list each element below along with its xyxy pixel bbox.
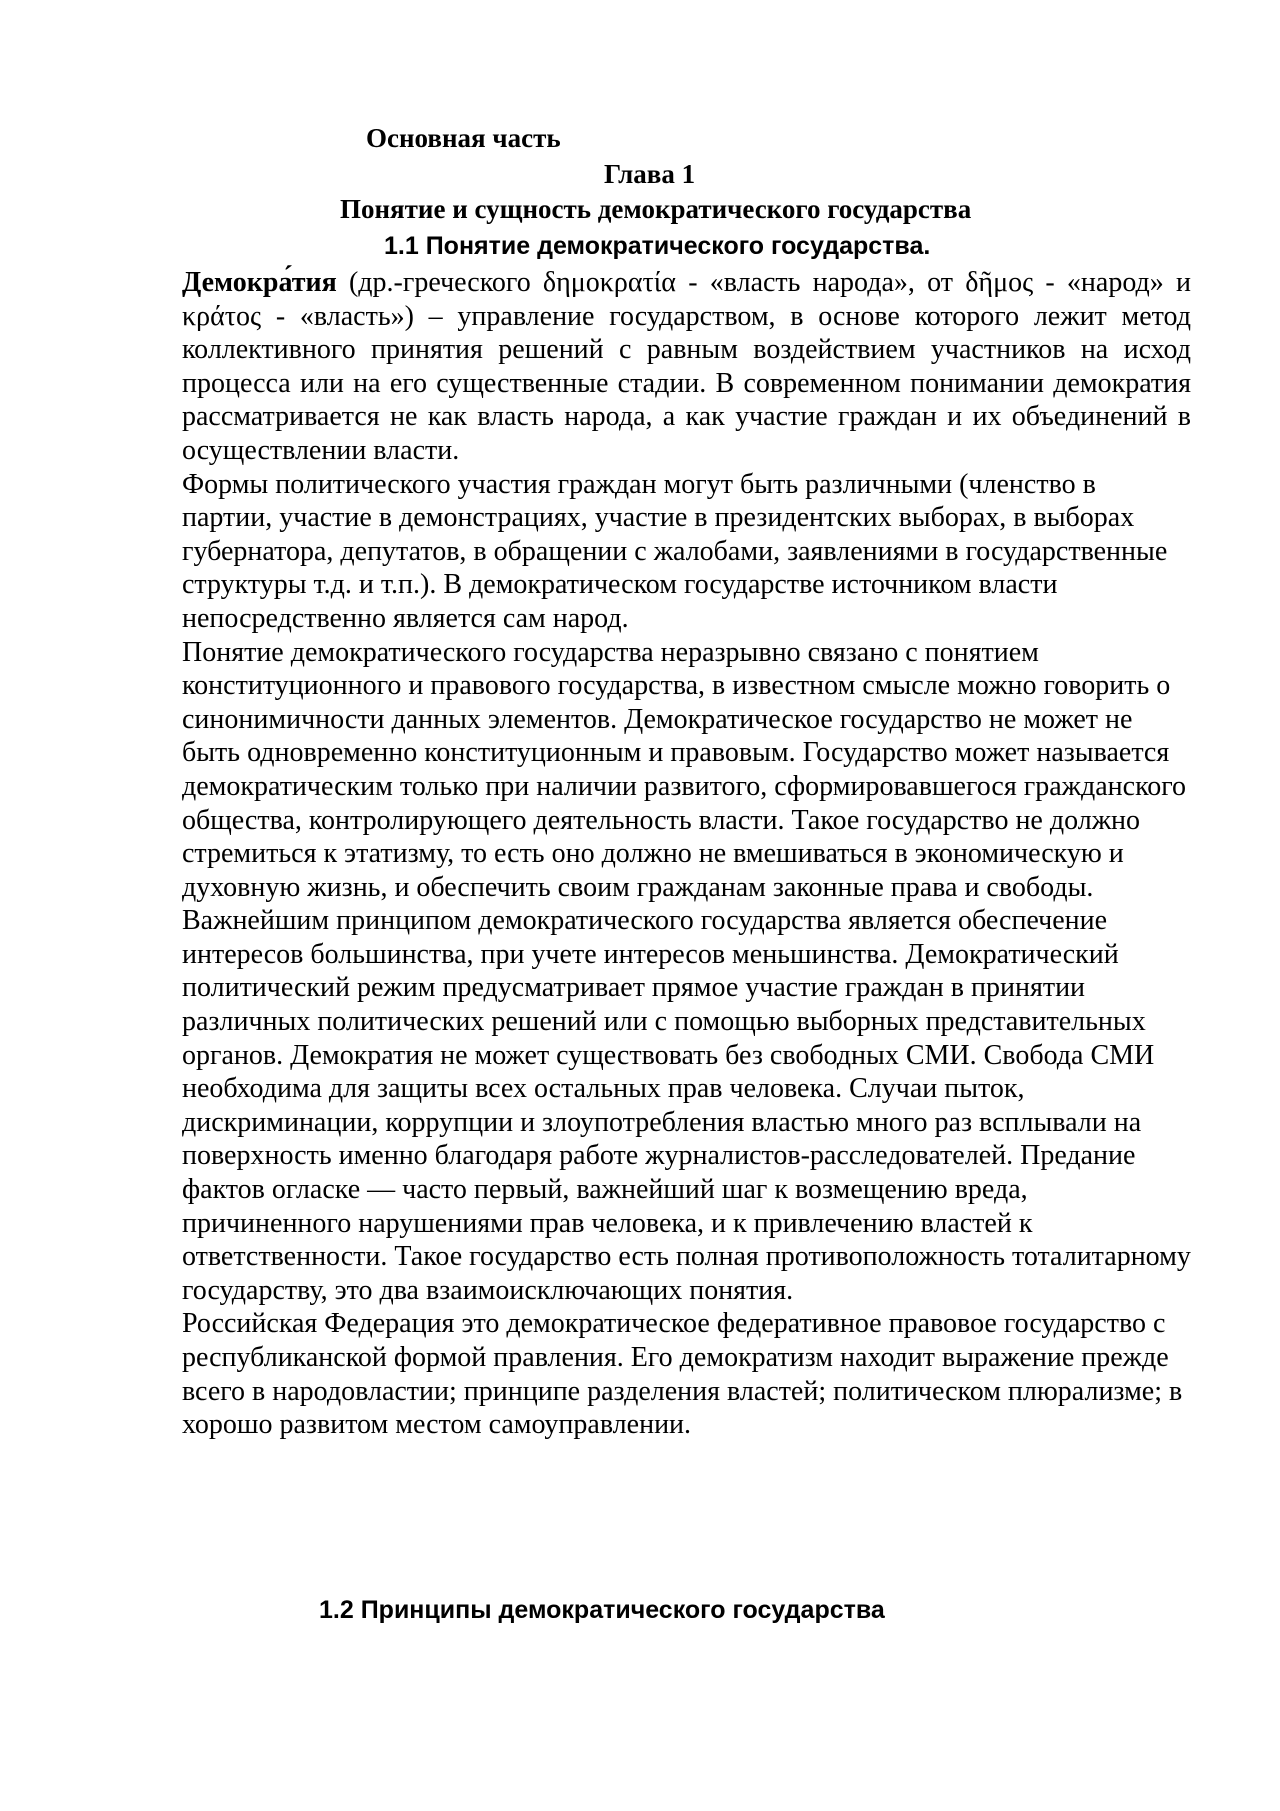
paragraph-participation-forms: Формы политического участия граждан могут быть различными (членство в партии, участие в демонстрациях, участие в президентских выборах, в выборах губернатора, депутатов, в обращении с жалобами, заявлениями в государственные структуры т.д. и т.п.). В демократическом государстве источником власти непосредственно является сам народ. xyxy=(182,468,1168,634)
paragraph-russian-federation: Российская Федерация это демократическое федеративное правовое государство с республиканской формой правления. Его демократизм находит выражение прежде всего в народовластии; принципе разделения властей; политическом плюрализме; в хорошо развитом местом самоуправлении. xyxy=(182,1308,1183,1441)
section-2-title: 1.2 Принципы демократического государства xyxy=(319,1596,885,1624)
section-1-title: 1.1 Понятие демократического государства. xyxy=(384,232,931,260)
paragraph-definition xyxy=(182,266,1191,468)
defined-term: Демокра́тия xyxy=(182,267,337,298)
main-part-heading: Основная часть xyxy=(366,123,561,153)
chapter-title: Понятие и сущность демократического государства xyxy=(340,194,972,224)
chapter-heading: Глава 1 xyxy=(604,159,696,189)
definition-text: (др.-греческого δημοκρατία - «власть народа», от δῆμος - «народ» и κράτος - «власть») – управление государством, в основе которого лежит метод коллективного принятия решений с равным воздействием участников на исход процесса или на его существенные стадии. В современном понимании демократия рассматривается не как власть народа, а как участие граждан и их объединений в осуществлении власти. xyxy=(182,267,1191,466)
paragraph-democratic-state: Понятие демократического государства неразрывно связано с понятием конституционного и правового государства, в известном смысле можно говорить о синонимичности данных элементов. Демократическое государство не может не быть одновременно конституционным и правовым. Государство может называется демократическим только при наличии развитого, сформировавшегося гражданского общества, контролирующего деятельность власти. Такое государство не должно стремиться к этатизму, то есть оно должно не вмешиваться в экономическую и духовную жизнь, и обеспечить своим гражданам законные права и свободы. Важнейшим принципом демократического государства является обеспечение интересов большинства, при учете интересов меньшинства. Демократический политический режим предусматривает прямое участие граждан в принятии различных политических решений или с помощью выборных представительных органов. Демократия не может существовать без свободных СМИ. Свобода СМИ необходима для защиты всех остальных прав человека. Случаи пыток, дискриминации, коррупции и злоупотребления властью много раз всплывали на поверхность именно благодаря работе журналистов-расследователей. Предание фактов огласке — часто первый, важнейший шаг к возмещению вреда, причиненного нарушениями прав человека, и к привлечению властей к ответственности. Такое государство есть полная противоположность тоталитарному государству, это два взаимоисключающих понятия. xyxy=(182,636,1191,1306)
body-text xyxy=(182,266,1191,1442)
